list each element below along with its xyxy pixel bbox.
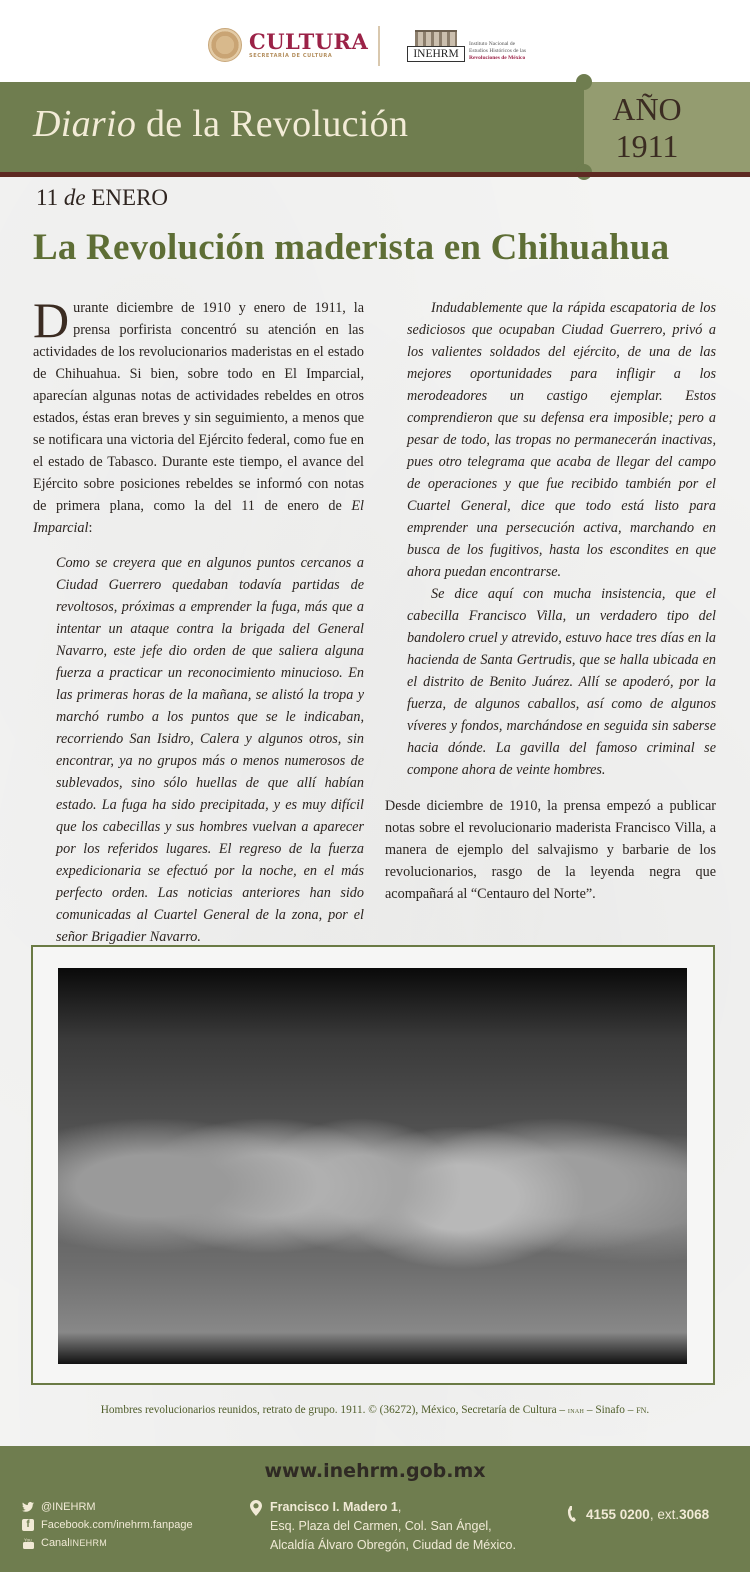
quote-paragraph-2: Se dice aquí con mucha insistencia, que el cabecilla Francisco Villa, un verdadero tipo del bandolero cruel y atrevido, estuvo hace tres días en la hacienda de Santa Gertrudis, que se halla ubicada en el distrito de Benito Juárez. Allí se apoderó, por la fuerza, de algunos caballos, así como de algunos víveres y fondos, marchándose en seguida sin saberse hacia dónde. La gavilla del famoso criminal se compone ahora de veinte hombres.	[407, 586, 716, 778]
inehrm-desc-line: Instituto Nacional de	[469, 41, 516, 47]
phone-extension: 3068	[679, 1506, 710, 1522]
caption-end: .	[646, 1404, 650, 1416]
photo-caption	[0, 1404, 750, 1416]
intro-paragraph	[33, 292, 364, 539]
year-value: 1911	[615, 128, 679, 164]
year-badge	[584, 82, 750, 172]
facebook-url: Facebook.com/inehrm.fanpage	[41, 1519, 193, 1531]
address-block	[250, 1498, 516, 1555]
twitter-handle: @INEHRM	[41, 1501, 96, 1513]
inehrm-desc-line: Estudios Históricos de las	[469, 48, 526, 54]
left-column	[33, 292, 364, 948]
location-pin-icon	[250, 1500, 262, 1516]
cultura-subtitle: SECRETARÍA DE CULTURA	[249, 53, 333, 59]
source-name: El Imparcial	[33, 498, 364, 536]
address-street: Francisco I. Madero 1	[270, 1500, 398, 1514]
drop-cap: D	[33, 292, 70, 348]
logo-divider	[378, 26, 380, 66]
inehrm-wordmark: INEHRM	[407, 46, 465, 62]
address-comma: ,	[397, 1500, 402, 1514]
cultura-wordmark: CULTURA	[249, 29, 369, 54]
inehrm-description	[469, 41, 526, 62]
twitter-icon	[22, 1501, 34, 1513]
caption-fn: fn	[636, 1404, 647, 1416]
caption-inah: inah	[567, 1405, 585, 1415]
title-italic: Diario	[33, 103, 137, 145]
cultura-logo[interactable]	[208, 28, 368, 62]
header-rule	[0, 172, 750, 177]
svg-text:You: You	[23, 1537, 32, 1543]
phone-ext-label: , ext.	[649, 1506, 680, 1522]
facebook-icon: f	[22, 1519, 34, 1531]
photo-frame	[31, 945, 715, 1385]
intro-text: urante diciembre de 1910 y enero de 1911, la prensa porfirista concentró su atención en las actividades de los revolucionarios maderistas en el estado de Chihuahua. Si bien, sobre todo en El Imparcial, aparecían algunas notas de actividades rebeldes en otros estados, éstas eran breves y sin seguimiento, a menos que se notificara una victoria del Ejército federal, como fue en el estado de Tabasco. Durante este tiempo, el avance del Ejército sobre posiciones rebeldes se informó con notas de primera plana, como la del 11 de enero de	[33, 300, 364, 514]
entry-date	[36, 185, 168, 211]
title-rest: de la Revolución	[136, 103, 409, 145]
inehrm-desc-line: Revoluciones de México	[469, 55, 526, 61]
page-title: La Revolución maderista en Chihuahua	[33, 227, 670, 268]
footer	[0, 1446, 750, 1572]
facebook-link[interactable]	[22, 1516, 193, 1534]
youtube-icon	[22, 1537, 34, 1549]
publication-title	[33, 102, 408, 146]
date-de: de	[63, 185, 86, 210]
phone-contact[interactable]	[566, 1506, 709, 1522]
phone-number: 4155 0200	[586, 1506, 650, 1522]
youtube-link[interactable]	[22, 1534, 193, 1552]
intro-end: :	[88, 520, 93, 536]
newspaper-quote: Como se creyera que en algunos puntos cercanos a Ciudad Guerrero quedaban todavía partidas de revoltosos, próximas a emprender la fuga, más que a intentar un ataque contra la brigada del General Navarro, este jefe dio orden de que saliera alguna fuerza a practicar un reconocimiento minucioso. En las primeras horas de la mañana, se alistó la tropa y marchó rumbo a los puntos que se le indicaban, recorriendo San Isidro, Calera y algunos otros, sin encontrar, ya no grupos más o menos numerosos de sublevados, sino sólo huellas de que allí habían estado. La fuga ha sido precipitada, y es muy difícil que los cabecillas y sus hombres vuelvan a aparecer por los referidos lugares. El regreso de la fuerza expedicionaria se efectuó por la noche, en el más perfecto orden. Las noticias anteriores han sido comunicadas al Cuartel General de la zona, por el señor Brigadier Navarro.	[56, 555, 364, 945]
youtube-prefix: Canal	[41, 1537, 70, 1549]
caption-text: Hombres revolucionarios reunidos, retrato de grupo. 1911. © (36272), México, Secretaría de Cultura –	[100, 1404, 568, 1416]
website-link[interactable]: www.inehrm.gob.mx	[264, 1460, 486, 1482]
social-links	[22, 1498, 193, 1552]
address-line-2: Esq. Plaza del Carmen, Col. San Ángel,	[270, 1519, 492, 1533]
closing-paragraph: Desde diciembre de 1910, la prensa empezó a publicar notas sobre el revolucionario maderista Francisco Villa, a manera de ejemplo del salvajismo y barbarie de los revolucionarios, rasgo de la leyenda negra que acompañará al “Centauro del Norte”.	[385, 798, 716, 902]
right-column	[385, 297, 716, 905]
date-day: 11	[36, 185, 59, 210]
caption-mid: – Sinafo –	[584, 1404, 637, 1416]
address-line-3: Alcaldía Álvaro Obregón, Ciudad de México.	[270, 1538, 516, 1552]
group-portrait-photo[interactable]	[58, 968, 687, 1364]
date-month: ENERO	[91, 185, 169, 210]
quote-paragraph-1: Indudablemente que la rápida escapatoria de los sediciosos que ocupaban Ciudad Guerrero, privó a los valientes soldados del ejército, de una de las mejores oportunidades para infligir a los merodeadores un castigo ejemplar. Estos comprendieron que su defensa era imposible; pero a pesar de todo, las tropas no permanecerán inactivas, pues otro telegrama que acaba de llegar del campo de operaciones y que fue recibido también por el Cuartel General, dice que todo está listo para emprender una persecución activa, marchando en busca de los fugitivos, hasta los escondites en que ahora puedan encontrarse.	[407, 300, 716, 580]
twitter-link[interactable]	[22, 1498, 193, 1516]
year-label: AÑO	[612, 91, 682, 127]
building-icon	[415, 30, 457, 46]
mexico-seal-icon	[208, 28, 242, 62]
youtube-channel: INEHRM	[69, 1538, 108, 1548]
phone-icon	[566, 1506, 578, 1522]
inehrm-logo[interactable]	[407, 30, 526, 62]
logo-header	[0, 0, 750, 82]
